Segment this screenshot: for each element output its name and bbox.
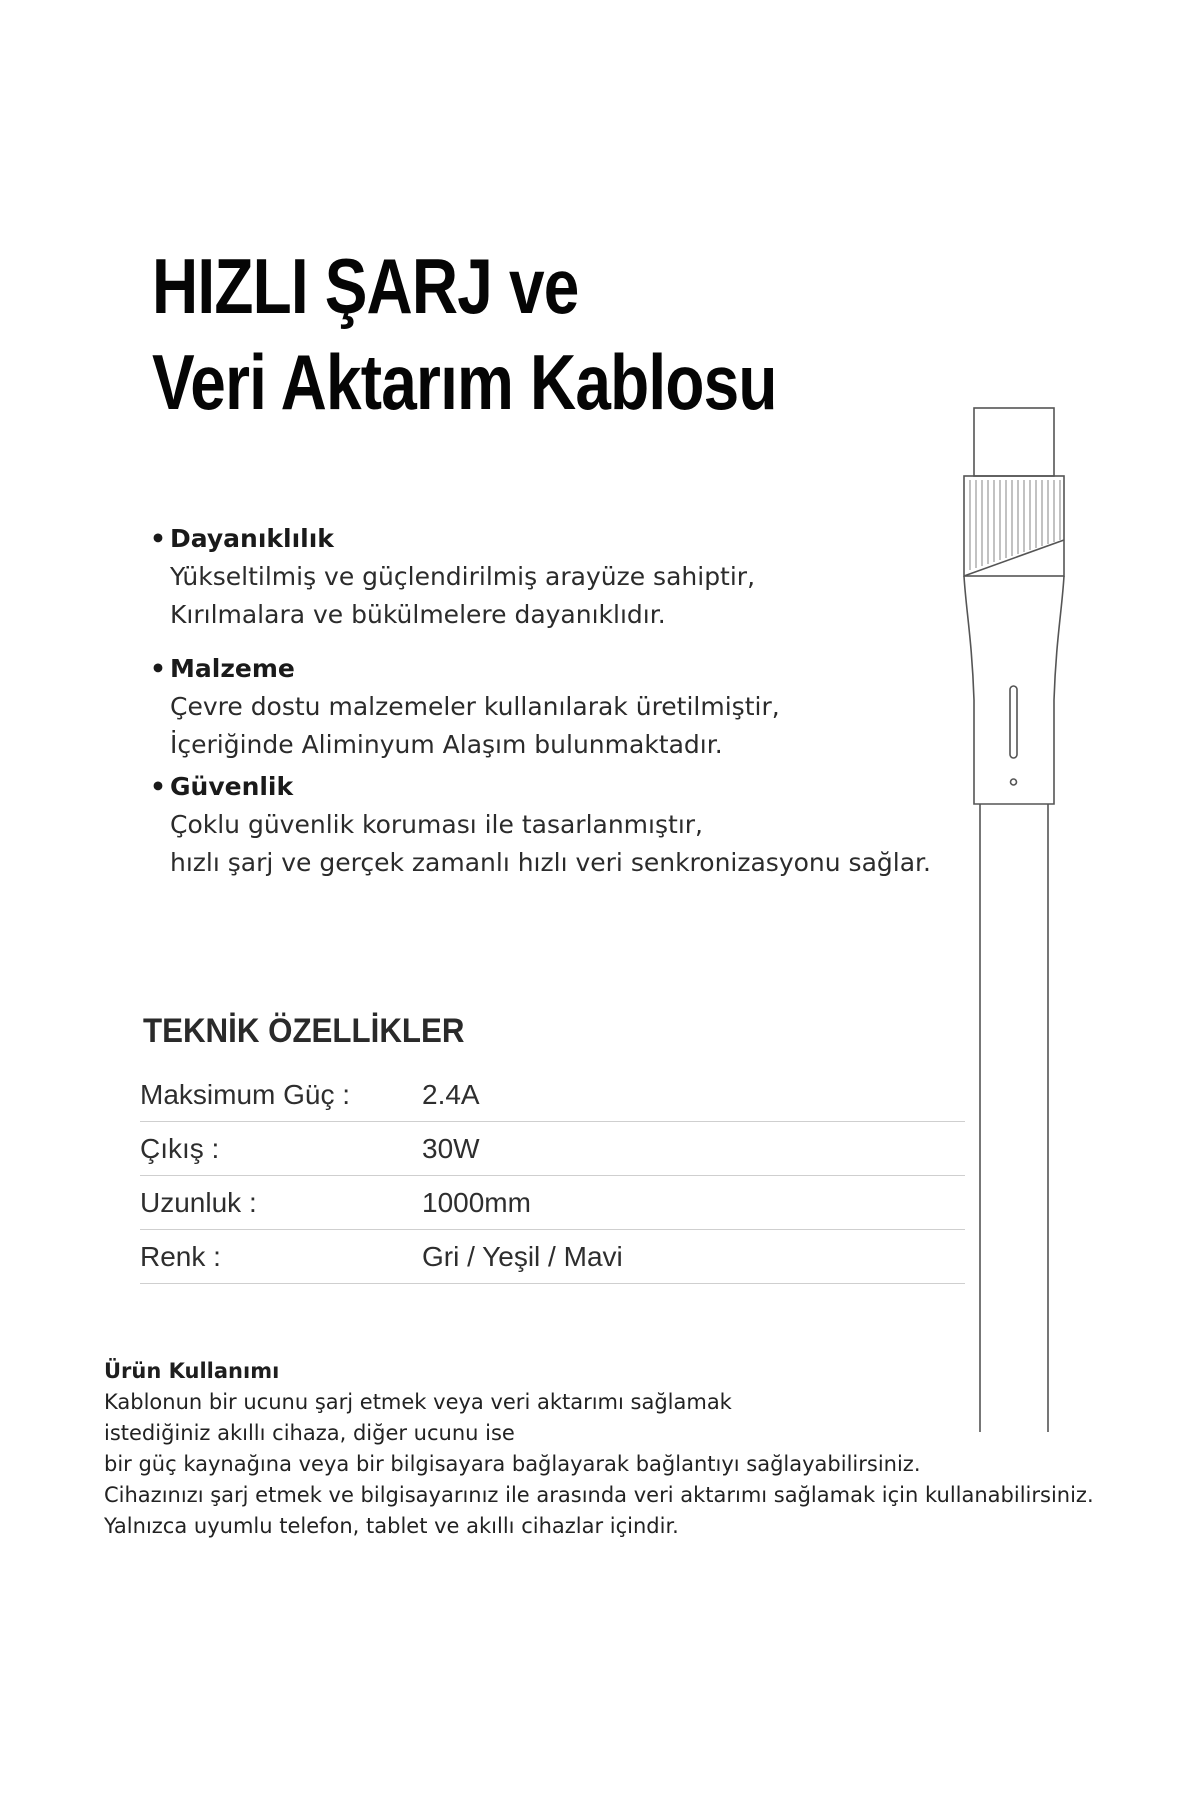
grip-ridges	[970, 480, 1060, 570]
page-title	[152, 238, 777, 430]
table-row	[140, 1068, 965, 1122]
feature-material	[150, 650, 970, 764]
specs-title: TEKNİK ÖZELLİKLER	[143, 1012, 465, 1050]
feature-line: Kırılmalara ve bükülmelere dayanıklıdır.	[170, 600, 666, 629]
spec-key: Maksimum Güç :	[140, 1068, 422, 1122]
led-dot-shape	[1011, 779, 1017, 785]
feature-line: Yükseltilmiş ve güçlendirilmiş arayüze sahiptir,	[170, 562, 756, 591]
spec-key: Çıkış :	[140, 1122, 422, 1176]
feature-heading: Güvenlik	[170, 772, 294, 801]
feature-line: hızlı şarj ve gerçek zamanlı hızlı veri senkronizasyonu sağlar.	[170, 848, 931, 877]
bullet-icon: •	[150, 654, 166, 683]
indicator-slot-shape	[1010, 686, 1017, 758]
feature-durability	[150, 520, 970, 634]
grip-band-edge	[964, 540, 1064, 576]
bullet-icon: •	[150, 772, 166, 801]
table-row	[140, 1230, 965, 1284]
table-row	[140, 1176, 965, 1230]
bullet-icon: •	[150, 524, 166, 553]
feature-line: Çevre dostu malzemeler kullanılarak üretilmiştir,	[170, 692, 780, 721]
usage-line: Yalnızca uyumlu telefon, tablet ve akıllı cihazlar içindir.	[104, 1514, 679, 1538]
grip-ring-shape	[964, 476, 1064, 576]
feature-line: Çoklu güvenlik koruması ile tasarlanmıştır,	[170, 810, 703, 839]
spec-key: Renk :	[140, 1230, 422, 1284]
usb-cable-illustration	[940, 400, 1090, 1440]
spec-value: 30W	[422, 1122, 965, 1176]
spec-value: 1000mm	[422, 1176, 965, 1230]
spec-value: Gri / Yeşil / Mavi	[422, 1230, 965, 1284]
usage-line: Cihazınızı şarj etmek ve bilgisayarınız ile arasında veri aktarımı sağlamak için kullanabilirsiniz.	[104, 1483, 1094, 1507]
strain-relief-shape	[964, 576, 1064, 804]
spec-key: Uzunluk :	[140, 1176, 422, 1230]
title-line-2: Veri Aktarım Kablosu	[152, 338, 777, 426]
spec-value: 2.4A	[422, 1068, 965, 1122]
feature-heading: Malzeme	[170, 654, 295, 683]
usage-line: istediğiniz akıllı cihaza, diğer ucunu ise	[104, 1421, 515, 1445]
specs-table	[140, 1068, 965, 1284]
usage-heading: Ürün Kullanımı	[104, 1359, 280, 1383]
cable-body-shape	[980, 804, 1048, 1432]
title-line-1: HIZLI ŞARJ ve	[152, 242, 579, 330]
table-row	[140, 1122, 965, 1176]
feature-line: İçeriğinde Aliminyum Alaşım bulunmaktadır.	[170, 730, 723, 759]
usage-line: bir güç kaynağına veya bir bilgisayara bağlayarak bağlantıyı sağlayabilirsiniz.	[104, 1452, 921, 1476]
connector-tip-shape	[974, 408, 1054, 476]
feature-heading: Dayanıklılık	[170, 524, 334, 553]
feature-security	[150, 768, 970, 882]
usage-line: Kablonun bir ucunu şarj etmek veya veri aktarımı sağlamak	[104, 1390, 732, 1414]
